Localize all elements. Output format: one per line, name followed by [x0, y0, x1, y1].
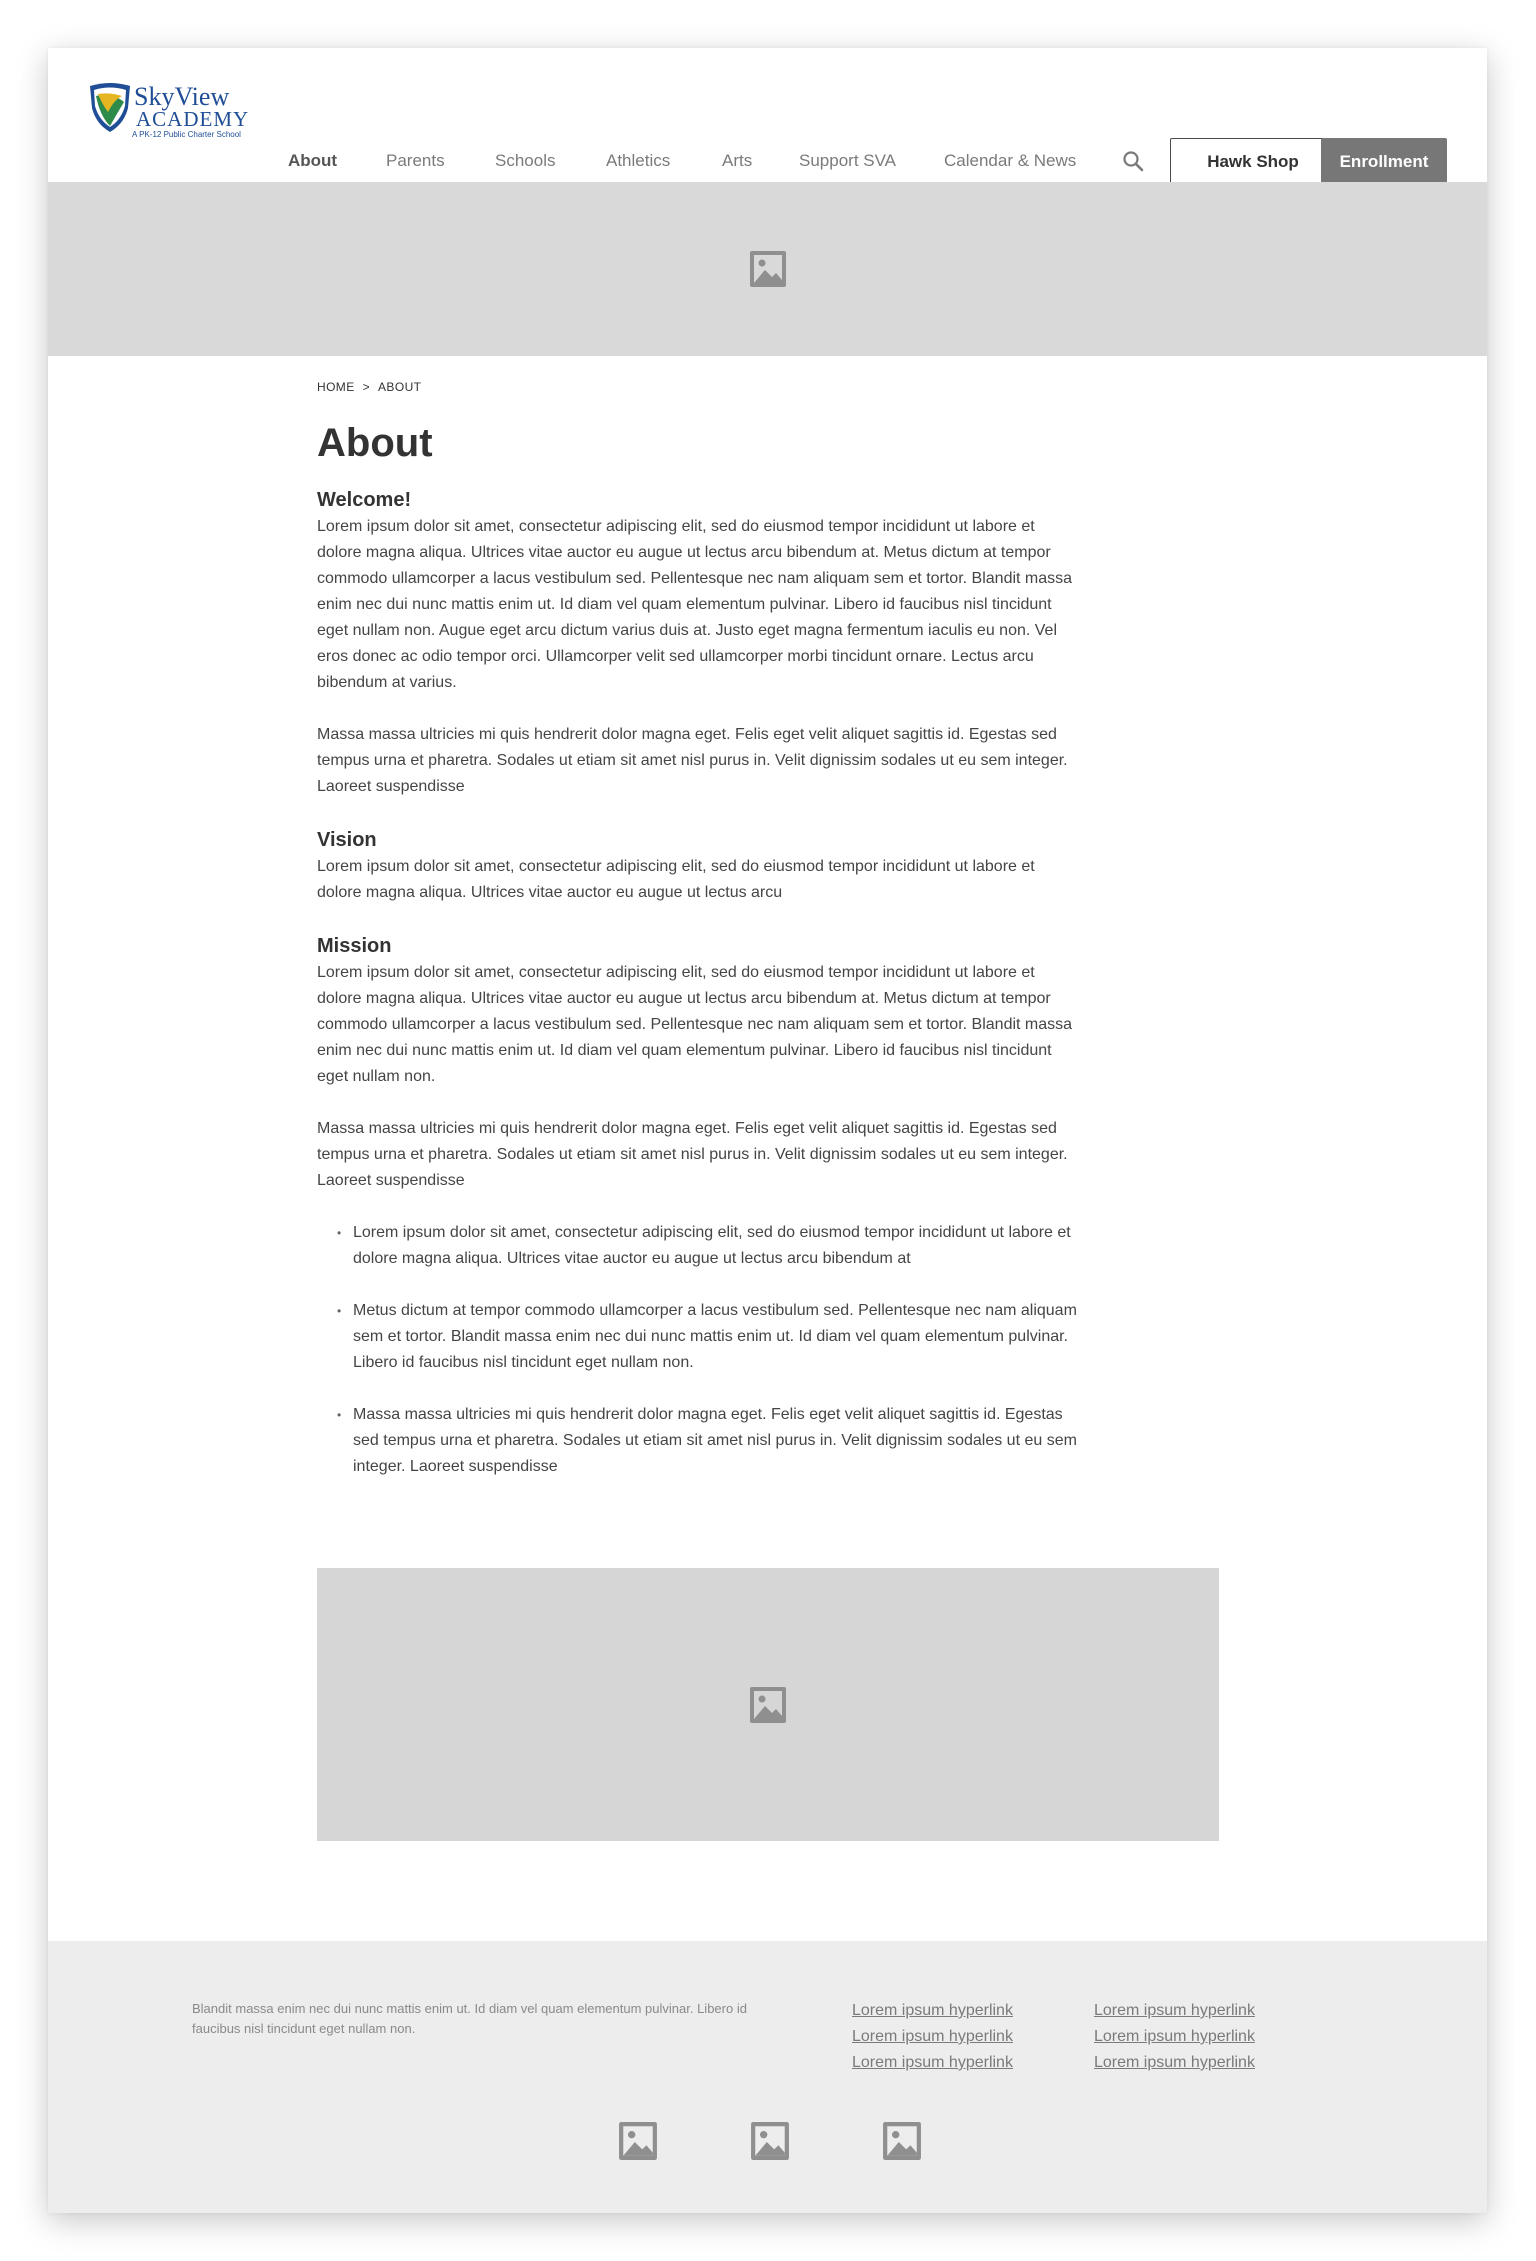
footer-link[interactable]: Lorem ipsum hyperlink: [852, 2028, 1013, 2045]
nav-item-about[interactable]: About: [288, 151, 338, 170]
site-footer: [48, 1941, 1487, 2213]
nav-item-parents[interactable]: Parents: [386, 151, 445, 170]
logo-subtitle: ACADEMY: [136, 107, 250, 131]
image-icon[interactable]: [618, 2121, 658, 2161]
hero-image: [48, 182, 1487, 356]
welcome-paragraph-1: Lorem ipsum dolor sit amet, consectetur adipiscing elit, sed do eiusmod tempor incididunt ut labore et dolore magna aliqua. Ultrices vitae auctor eu augue ut lectus arcu bibendum at. Metus dictum at tempor commodo ullamcorper a lacus vestibulum sed. Pellentesque nec nam aliquam sem et tortor. Blandit massa enim nec dui nunc mattis enim ut. Id diam vel quam elementum pulvinar. Libero id faucibus nisl tincidunt eget nullam non. Augue eget arcu dictum varius duis at. Justo eget magna fermentum iaculis eu non. Vel eros donec ac odio tempor orci. Ullamcorper velit sed ullamcorper morbi tincidunt ornare. Lectus arcu bibendum at varius.: [317, 518, 1073, 691]
footer-link[interactable]: Lorem ipsum hyperlink: [852, 2054, 1013, 2071]
site-header: [48, 48, 1487, 183]
image-icon[interactable]: [882, 2121, 922, 2161]
content-image: [317, 1568, 1219, 1841]
nav-item-arts[interactable]: Arts: [722, 151, 753, 170]
logo-tagline: A PK-12 Public Charter School: [132, 130, 241, 139]
image-icon: [749, 1686, 787, 1724]
logo[interactable]: [88, 82, 250, 144]
breadcrumb: [317, 380, 1077, 394]
mission-heading: Mission: [317, 935, 392, 957]
footer-link[interactable]: Lorem ipsum hyperlink: [852, 2002, 1013, 2019]
mission-paragraph-1: Lorem ipsum dolor sit amet, consectetur adipiscing elit, sed do eiusmod tempor incididunt ut labore et dolore magna aliqua. Ultrices vitae auctor eu augue ut lectus arcu bibendum at. Metus dictum at tempor commodo ullamcorper a lacus vestibulum sed. Pellentesque nec nam aliquam sem et tortor. Blandit massa enim nec dui nunc mattis enim ut. Id diam vel quam elementum pulvinar. Libero id faucibus nisl tincidunt eget nullam non.: [317, 964, 1073, 1085]
welcome-heading: Welcome!: [317, 489, 412, 511]
main-content: [317, 380, 1077, 1506]
page: [48, 48, 1487, 2213]
list-item: • Lorem ipsum dolor sit amet, consectetur adipiscing elit, sed do eiusmod tempor incididunt ut labore et dolore magna aliqua. Ultrices vitae auctor eu augue ut lectus arcu bibendum at: [353, 1220, 1077, 1272]
footer-links-column-1: [852, 1998, 1013, 2076]
nav-item-schools[interactable]: Schools: [495, 151, 556, 170]
vision-heading: Vision: [317, 829, 377, 851]
list-item: • Metus dictum at tempor commodo ullamcorper a lacus vestibulum sed. Pellentesque nec nam aliquam sem et tortor. Blandit massa enim nec dui nunc mattis enim ut. Id diam vel quam elementum pulvinar. Libero id faucibus nisl tincidunt eget nullam non.: [353, 1298, 1077, 1376]
nav-item-calendar-news[interactable]: Calendar & News: [944, 151, 1077, 170]
footer-link[interactable]: Lorem ipsum hyperlink: [1094, 2054, 1255, 2071]
breadcrumb-separator: >: [362, 380, 371, 394]
mission-paragraph-2: Massa massa ultricies mi quis hendrerit dolor magna eget. Felis eget velit aliquet sagittis id. Egestas sed tempus urna et pharetra. Sodales ut etiam sit amet nisl purus in. Velit dignissim sodales ut eu sem integer. Laoreet suspendisse: [317, 1120, 1068, 1189]
footer-links-column-2: [1094, 1998, 1255, 2076]
nav-item-support-sva[interactable]: Support SVA: [799, 151, 897, 170]
search-icon[interactable]: [1122, 150, 1144, 172]
image-icon: [749, 250, 787, 288]
welcome-paragraph-2: Massa massa ultricies mi quis hendrerit dolor magna eget. Felis eget velit aliquet sagittis id. Egestas sed tempus urna et pharetra. Sodales ut etiam sit amet nisl purus in. Velit dignissim sodales ut eu sem integer. Laoreet suspendisse: [317, 726, 1068, 795]
breadcrumb-current: ABOUT: [378, 380, 422, 394]
nav-item-athletics[interactable]: Athletics: [606, 151, 671, 170]
breadcrumb-home[interactable]: HOME: [317, 380, 355, 394]
mission-bullet-list: [317, 1220, 1077, 1480]
list-item: • Massa massa ultricies mi quis hendrerit dolor magna eget. Felis eget velit aliquet sagittis id. Egestas sed tempus urna et pharetra. Sodales ut etiam sit amet nisl purus in. Velit dignissim sodales ut eu sem integer. Laoreet suspendisse: [353, 1402, 1077, 1480]
shield-logo-icon: [88, 82, 132, 134]
footer-text: Blandit massa enim nec dui nunc mattis enim ut. Id diam vel quam elementum pulvinar. Libero id faucibus nisl tincidunt eget nullam non.: [192, 2001, 747, 2036]
page-title: About: [317, 421, 433, 465]
hawk-shop-button[interactable]: Hawk Shop: [1170, 138, 1336, 186]
logo-name: SkyView: [134, 82, 230, 111]
footer-link[interactable]: Lorem ipsum hyperlink: [1094, 2028, 1255, 2045]
vision-text: Lorem ipsum dolor sit amet, consectetur adipiscing elit, sed do eiusmod tempor incididunt ut labore et dolore magna aliqua. Ultrices vitae auctor eu augue ut lectus arcu: [317, 858, 1035, 901]
image-icon[interactable]: [750, 2121, 790, 2161]
footer-link[interactable]: Lorem ipsum hyperlink: [1094, 2002, 1255, 2019]
enrollment-button[interactable]: Enrollment: [1321, 138, 1447, 186]
